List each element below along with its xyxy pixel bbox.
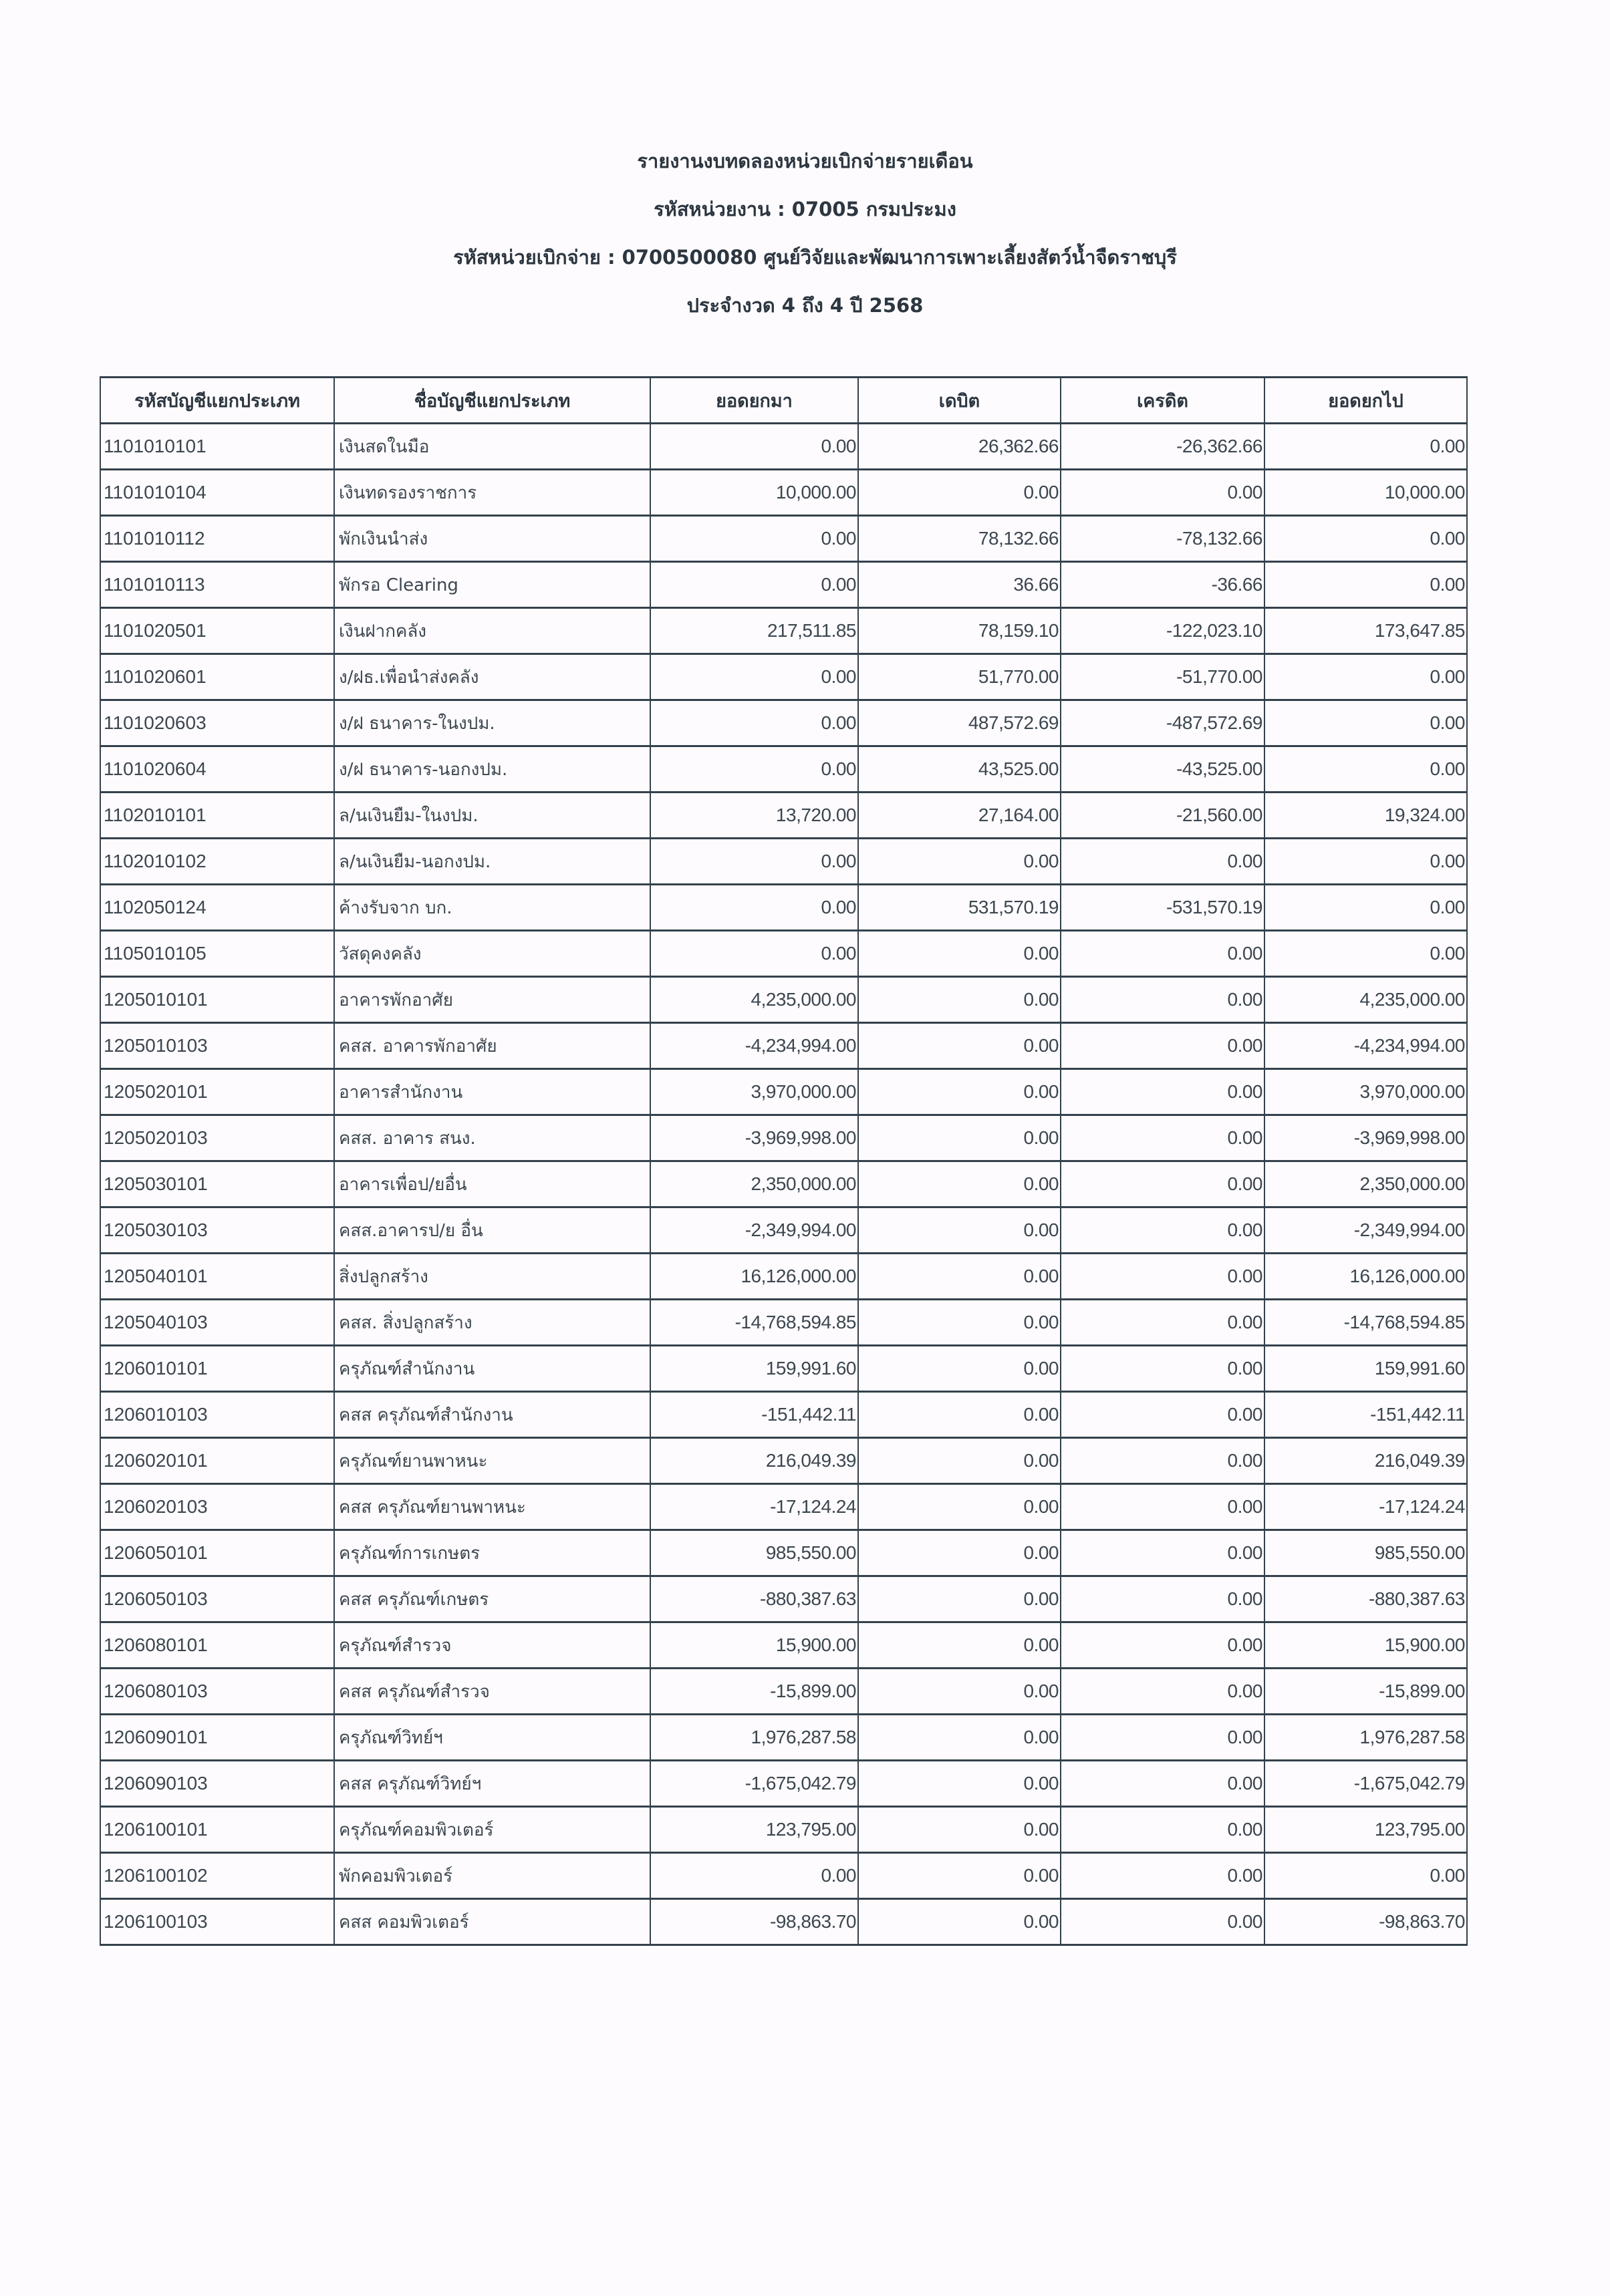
account-name-cell: ครุภัณฑ์คอมพิวเตอร์ xyxy=(334,1807,650,1853)
debit-cell: 0.00 xyxy=(858,839,1061,885)
table-row xyxy=(100,1899,1467,1945)
table-body xyxy=(100,424,1467,1945)
credit-cell: 0.00 xyxy=(1061,1899,1264,1945)
table-row xyxy=(100,977,1467,1023)
credit-cell: -43,525.00 xyxy=(1061,746,1264,793)
disbursing-unit-line: รหัสหน่วยเบิกจ่าย : 0700500080 ศูนย์วิจัยและพัฒนาการเพาะเลี้ยงสัตว์น้ำจืดราชบุรี xyxy=(453,246,1177,269)
debit-cell: 43,525.00 xyxy=(858,746,1061,793)
report-header xyxy=(0,137,1610,329)
table-row xyxy=(100,1576,1467,1622)
debit-cell: 0.00 xyxy=(858,1023,1061,1069)
closing-balance-cell: 4,235,000.00 xyxy=(1264,977,1467,1023)
debit-cell: 78,132.66 xyxy=(858,516,1061,562)
closing-balance-cell: 0.00 xyxy=(1264,885,1467,931)
closing-balance-cell: 0.00 xyxy=(1264,654,1467,700)
closing-balance-cell: 123,795.00 xyxy=(1264,1807,1467,1853)
account-name-cell: ครุภัณฑ์การเกษตร xyxy=(334,1530,650,1576)
account-name-cell: คสส.อาคารป/ย อื่น xyxy=(334,1207,650,1254)
account-code-cell: 1205010103 xyxy=(100,1023,334,1069)
opening-balance-cell: -17,124.24 xyxy=(650,1484,858,1530)
table-row xyxy=(100,1438,1467,1484)
closing-balance-cell: 0.00 xyxy=(1264,424,1467,470)
account-name-cell: คสส. อาคาร สนง. xyxy=(334,1115,650,1161)
opening-balance-cell: 1,976,287.58 xyxy=(650,1715,858,1761)
account-code-cell: 1206100103 xyxy=(100,1899,334,1945)
account-name-cell: คสส ครุภัณฑ์สำรวจ xyxy=(334,1669,650,1715)
table-row xyxy=(100,1853,1467,1899)
header-credit: เครดิต xyxy=(1061,378,1264,424)
debit-cell: 0.00 xyxy=(858,931,1061,977)
account-code-cell: 1206050101 xyxy=(100,1530,334,1576)
account-name-cell: คสส ครุภัณฑ์เกษตร xyxy=(334,1576,650,1622)
account-name-cell: ครุภัณฑ์วิทย์ฯ xyxy=(334,1715,650,1761)
closing-balance-cell: -17,124.24 xyxy=(1264,1484,1467,1530)
table-row xyxy=(100,1622,1467,1669)
opening-balance-cell: 0.00 xyxy=(650,562,858,608)
table-row xyxy=(100,1761,1467,1807)
account-code-cell: 1205030101 xyxy=(100,1161,334,1207)
closing-balance-cell: 15,900.00 xyxy=(1264,1622,1467,1669)
header-account-name: ชื่อบัญชีแยกประเภท xyxy=(334,378,650,424)
debit-cell: 51,770.00 xyxy=(858,654,1061,700)
account-code-cell: 1206090101 xyxy=(100,1715,334,1761)
account-code-cell: 1205040101 xyxy=(100,1254,334,1300)
closing-balance-cell: -151,442.11 xyxy=(1264,1392,1467,1438)
table-row xyxy=(100,793,1467,839)
debit-cell: 0.00 xyxy=(858,1207,1061,1254)
closing-balance-cell: 19,324.00 xyxy=(1264,793,1467,839)
debit-cell: 0.00 xyxy=(858,1484,1061,1530)
opening-balance-cell: 0.00 xyxy=(650,654,858,700)
opening-balance-cell: -15,899.00 xyxy=(650,1669,858,1715)
debit-cell: 0.00 xyxy=(858,977,1061,1023)
closing-balance-cell: 10,000.00 xyxy=(1264,470,1467,516)
table-row xyxy=(100,1392,1467,1438)
opening-balance-cell: 985,550.00 xyxy=(650,1530,858,1576)
credit-cell: 0.00 xyxy=(1061,1530,1264,1576)
table-row xyxy=(100,839,1467,885)
credit-cell: -36.66 xyxy=(1061,562,1264,608)
debit-cell: 0.00 xyxy=(858,1392,1061,1438)
closing-balance-cell: 173,647.85 xyxy=(1264,608,1467,654)
credit-cell: 0.00 xyxy=(1061,1761,1264,1807)
table-row xyxy=(100,654,1467,700)
account-code-cell: 1205020101 xyxy=(100,1069,334,1115)
table-row xyxy=(100,1161,1467,1207)
credit-cell: 0.00 xyxy=(1061,470,1264,516)
credit-cell: 0.00 xyxy=(1061,1484,1264,1530)
table-row xyxy=(100,424,1467,470)
header-account-code: รหัสบัญชีแยกประเภท xyxy=(100,378,334,424)
account-name-cell: อาคารสำนักงาน xyxy=(334,1069,650,1115)
opening-balance-cell: 216,049.39 xyxy=(650,1438,858,1484)
opening-balance-cell: 10,000.00 xyxy=(650,470,858,516)
credit-cell: 0.00 xyxy=(1061,1207,1264,1254)
account-name-cell: ค้างรับจาก บก. xyxy=(334,885,650,931)
account-code-cell: 1101010104 xyxy=(100,470,334,516)
credit-cell: -26,362.66 xyxy=(1061,424,1264,470)
closing-balance-cell: 0.00 xyxy=(1264,562,1467,608)
table-header-row xyxy=(100,378,1467,424)
credit-cell: 0.00 xyxy=(1061,1069,1264,1115)
table-row xyxy=(100,1346,1467,1392)
opening-balance-cell: 15,900.00 xyxy=(650,1622,858,1669)
closing-balance-cell: -98,863.70 xyxy=(1264,1899,1467,1945)
account-code-cell: 1101010101 xyxy=(100,424,334,470)
account-code-cell: 1205040103 xyxy=(100,1300,334,1346)
debit-cell: 0.00 xyxy=(858,1346,1061,1392)
table-row xyxy=(100,470,1467,516)
opening-balance-cell: 0.00 xyxy=(650,839,858,885)
account-name-cell: ล/นเงินยืม-นอกงปม. xyxy=(334,839,650,885)
closing-balance-cell: 0.00 xyxy=(1264,1853,1467,1899)
closing-balance-cell: 159,991.60 xyxy=(1264,1346,1467,1392)
table-row xyxy=(100,885,1467,931)
account-code-cell: 1206020101 xyxy=(100,1438,334,1484)
account-name-cell: ง/ฝธ.เพื่อนำส่งคลัง xyxy=(334,654,650,700)
closing-balance-cell: 0.00 xyxy=(1264,700,1467,746)
account-code-cell: 1206080103 xyxy=(100,1669,334,1715)
header-opening-balance: ยอดยกมา xyxy=(650,378,858,424)
account-code-cell: 1206100102 xyxy=(100,1853,334,1899)
debit-cell: 78,159.10 xyxy=(858,608,1061,654)
table-row xyxy=(100,700,1467,746)
opening-balance-cell: 0.00 xyxy=(650,746,858,793)
credit-cell: 0.00 xyxy=(1061,1300,1264,1346)
account-code-cell: 1101010112 xyxy=(100,516,334,562)
account-name-cell: คสส. อาคารพักอาศัย xyxy=(334,1023,650,1069)
credit-cell: 0.00 xyxy=(1061,1622,1264,1669)
account-code-cell: 1206010101 xyxy=(100,1346,334,1392)
opening-balance-cell: -880,387.63 xyxy=(650,1576,858,1622)
table-row xyxy=(100,1254,1467,1300)
opening-balance-cell: -151,442.11 xyxy=(650,1392,858,1438)
credit-cell: 0.00 xyxy=(1061,1161,1264,1207)
opening-balance-cell: 159,991.60 xyxy=(650,1346,858,1392)
closing-balance-cell: -1,675,042.79 xyxy=(1264,1761,1467,1807)
debit-cell: 0.00 xyxy=(858,1576,1061,1622)
table-row xyxy=(100,1207,1467,1254)
header-closing-balance: ยอดยกไป xyxy=(1264,378,1467,424)
opening-balance-cell: -4,234,994.00 xyxy=(650,1023,858,1069)
account-name-cell: คสส. สิ่งปลูกสร้าง xyxy=(334,1300,650,1346)
debit-cell: 0.00 xyxy=(858,1715,1061,1761)
closing-balance-cell: 16,126,000.00 xyxy=(1264,1254,1467,1300)
credit-cell: 0.00 xyxy=(1061,1669,1264,1715)
account-code-cell: 1206050103 xyxy=(100,1576,334,1622)
credit-cell: 0.00 xyxy=(1061,1807,1264,1853)
account-code-cell: 1101020601 xyxy=(100,654,334,700)
debit-cell: 487,572.69 xyxy=(858,700,1061,746)
account-name-cell: ง/ฝ ธนาคาร-ในงปม. xyxy=(334,700,650,746)
closing-balance-cell: 0.00 xyxy=(1264,839,1467,885)
closing-balance-cell: -15,899.00 xyxy=(1264,1669,1467,1715)
account-name-cell: ล/นเงินยืม-ในงปม. xyxy=(334,793,650,839)
debit-cell: 36.66 xyxy=(858,562,1061,608)
table-row xyxy=(100,1115,1467,1161)
table-row xyxy=(100,931,1467,977)
account-name-cell: คสส ครุภัณฑ์วิทย์ฯ xyxy=(334,1761,650,1807)
trial-balance-table xyxy=(100,376,1468,1946)
account-name-cell: อาคารเพื่อป/ยอื่น xyxy=(334,1161,650,1207)
account-name-cell: เงินสดในมือ xyxy=(334,424,650,470)
opening-balance-cell: 16,126,000.00 xyxy=(650,1254,858,1300)
debit-cell: 0.00 xyxy=(858,1622,1061,1669)
debit-cell: 0.00 xyxy=(858,470,1061,516)
credit-cell: -78,132.66 xyxy=(1061,516,1264,562)
debit-cell: 0.00 xyxy=(858,1530,1061,1576)
account-code-cell: 1205020103 xyxy=(100,1115,334,1161)
credit-cell: -122,023.10 xyxy=(1061,608,1264,654)
table-row xyxy=(100,1069,1467,1115)
account-name-cell: ครุภัณฑ์สำรวจ xyxy=(334,1622,650,1669)
account-code-cell: 1205030103 xyxy=(100,1207,334,1254)
credit-cell: 0.00 xyxy=(1061,1392,1264,1438)
table-row xyxy=(100,608,1467,654)
account-code-cell: 1206080101 xyxy=(100,1622,334,1669)
closing-balance-cell: 3,970,000.00 xyxy=(1264,1069,1467,1115)
account-name-cell: วัสดุคงคลัง xyxy=(334,931,650,977)
closing-balance-cell: 216,049.39 xyxy=(1264,1438,1467,1484)
debit-cell: 0.00 xyxy=(858,1807,1061,1853)
closing-balance-cell: -3,969,998.00 xyxy=(1264,1115,1467,1161)
account-code-cell: 1206020103 xyxy=(100,1484,334,1530)
closing-balance-cell: 0.00 xyxy=(1264,931,1467,977)
table-row xyxy=(100,746,1467,793)
closing-balance-cell: -14,768,594.85 xyxy=(1264,1300,1467,1346)
closing-balance-cell: 1,976,287.58 xyxy=(1264,1715,1467,1761)
debit-cell: 0.00 xyxy=(858,1254,1061,1300)
account-code-cell: 1105010105 xyxy=(100,931,334,977)
table-row xyxy=(100,1484,1467,1530)
closing-balance-cell: -2,349,994.00 xyxy=(1264,1207,1467,1254)
credit-cell: 0.00 xyxy=(1061,1853,1264,1899)
account-code-cell: 1101010113 xyxy=(100,562,334,608)
debit-cell: 0.00 xyxy=(858,1161,1061,1207)
closing-balance-cell: 2,350,000.00 xyxy=(1264,1161,1467,1207)
credit-cell: 0.00 xyxy=(1061,977,1264,1023)
opening-balance-cell: 3,970,000.00 xyxy=(650,1069,858,1115)
debit-cell: 0.00 xyxy=(858,1069,1061,1115)
closing-balance-cell: -880,387.63 xyxy=(1264,1576,1467,1622)
debit-cell: 0.00 xyxy=(858,1853,1061,1899)
debit-cell: 0.00 xyxy=(858,1899,1061,1945)
account-name-cell: อาคารพักอาศัย xyxy=(334,977,650,1023)
opening-balance-cell: 123,795.00 xyxy=(650,1807,858,1853)
debit-cell: 26,362.66 xyxy=(858,424,1061,470)
opening-balance-cell: 2,350,000.00 xyxy=(650,1161,858,1207)
account-name-cell: สิ่งปลูกสร้าง xyxy=(334,1254,650,1300)
closing-balance-cell: 0.00 xyxy=(1264,516,1467,562)
closing-balance-cell: -4,234,994.00 xyxy=(1264,1023,1467,1069)
opening-balance-cell: -98,863.70 xyxy=(650,1899,858,1945)
closing-balance-cell: 985,550.00 xyxy=(1264,1530,1467,1576)
table-row xyxy=(100,1807,1467,1853)
account-name-cell: พักรอ Clearing xyxy=(334,562,650,608)
opening-balance-cell: 0.00 xyxy=(650,885,858,931)
account-name-cell: เงินฝากคลัง xyxy=(334,608,650,654)
debit-cell: 0.00 xyxy=(858,1761,1061,1807)
account-name-cell: ครุภัณฑ์สำนักงาน xyxy=(334,1346,650,1392)
account-code-cell: 1206090103 xyxy=(100,1761,334,1807)
account-name-cell: เงินทดรองราชการ xyxy=(334,470,650,516)
opening-balance-cell: 0.00 xyxy=(650,700,858,746)
opening-balance-cell: 0.00 xyxy=(650,931,858,977)
period-line: ประจำงวด 4 ถึง 4 ปี 2568 xyxy=(686,294,924,317)
debit-cell: 0.00 xyxy=(858,1300,1061,1346)
opening-balance-cell: -2,349,994.00 xyxy=(650,1207,858,1254)
table-row xyxy=(100,1300,1467,1346)
credit-cell: 0.00 xyxy=(1061,1346,1264,1392)
account-name-cell: คสส ครุภัณฑ์ยานพาหนะ xyxy=(334,1484,650,1530)
account-name-cell: พักคอมพิวเตอร์ xyxy=(334,1853,650,1899)
credit-cell: 0.00 xyxy=(1061,1576,1264,1622)
opening-balance-cell: 0.00 xyxy=(650,1853,858,1899)
account-code-cell: 1102010101 xyxy=(100,793,334,839)
account-name-cell: ครุภัณฑ์ยานพาหนะ xyxy=(334,1438,650,1484)
account-name-cell: คสส คอมพิวเตอร์ xyxy=(334,1899,650,1945)
account-code-cell: 1102050124 xyxy=(100,885,334,931)
account-name-cell: พักเงินนำส่ง xyxy=(334,516,650,562)
debit-cell: 27,164.00 xyxy=(858,793,1061,839)
header-debit: เดบิต xyxy=(858,378,1061,424)
opening-balance-cell: -14,768,594.85 xyxy=(650,1300,858,1346)
account-code-cell: 1101020603 xyxy=(100,700,334,746)
table-row xyxy=(100,516,1467,562)
credit-cell: 0.00 xyxy=(1061,931,1264,977)
debit-cell: 0.00 xyxy=(858,1438,1061,1484)
report-title: รายงานงบทดลองหน่วยเบิกจ่ายรายเดือน xyxy=(637,150,973,172)
debit-cell: 0.00 xyxy=(858,1669,1061,1715)
opening-balance-cell: 0.00 xyxy=(650,424,858,470)
opening-balance-cell: 13,720.00 xyxy=(650,793,858,839)
closing-balance-cell: 0.00 xyxy=(1264,746,1467,793)
credit-cell: 0.00 xyxy=(1061,1715,1264,1761)
table-row xyxy=(100,1669,1467,1715)
credit-cell: -531,570.19 xyxy=(1061,885,1264,931)
credit-cell: 0.00 xyxy=(1061,1254,1264,1300)
credit-cell: -21,560.00 xyxy=(1061,793,1264,839)
opening-balance-cell: -3,969,998.00 xyxy=(650,1115,858,1161)
account-name-cell: ง/ฝ ธนาคาร-นอกงปม. xyxy=(334,746,650,793)
account-code-cell: 1101020604 xyxy=(100,746,334,793)
account-code-cell: 1101020501 xyxy=(100,608,334,654)
account-code-cell: 1205010101 xyxy=(100,977,334,1023)
credit-cell: -487,572.69 xyxy=(1061,700,1264,746)
credit-cell: -51,770.00 xyxy=(1061,654,1264,700)
table-row xyxy=(100,1530,1467,1576)
debit-cell: 531,570.19 xyxy=(858,885,1061,931)
opening-balance-cell: 4,235,000.00 xyxy=(650,977,858,1023)
account-code-cell: 1206100101 xyxy=(100,1807,334,1853)
account-code-cell: 1102010102 xyxy=(100,839,334,885)
account-name-cell: คสส ครุภัณฑ์สำนักงาน xyxy=(334,1392,650,1438)
opening-balance-cell: -1,675,042.79 xyxy=(650,1761,858,1807)
credit-cell: 0.00 xyxy=(1061,1438,1264,1484)
opening-balance-cell: 217,511.85 xyxy=(650,608,858,654)
credit-cell: 0.00 xyxy=(1061,1023,1264,1069)
table-row xyxy=(100,1023,1467,1069)
credit-cell: 0.00 xyxy=(1061,1115,1264,1161)
agency-line: รหัสหน่วยงาน : 07005 กรมประมง xyxy=(654,198,956,221)
account-code-cell: 1206010103 xyxy=(100,1392,334,1438)
credit-cell: 0.00 xyxy=(1061,839,1264,885)
table-row xyxy=(100,1715,1467,1761)
debit-cell: 0.00 xyxy=(858,1115,1061,1161)
opening-balance-cell: 0.00 xyxy=(650,516,858,562)
table-row xyxy=(100,562,1467,608)
